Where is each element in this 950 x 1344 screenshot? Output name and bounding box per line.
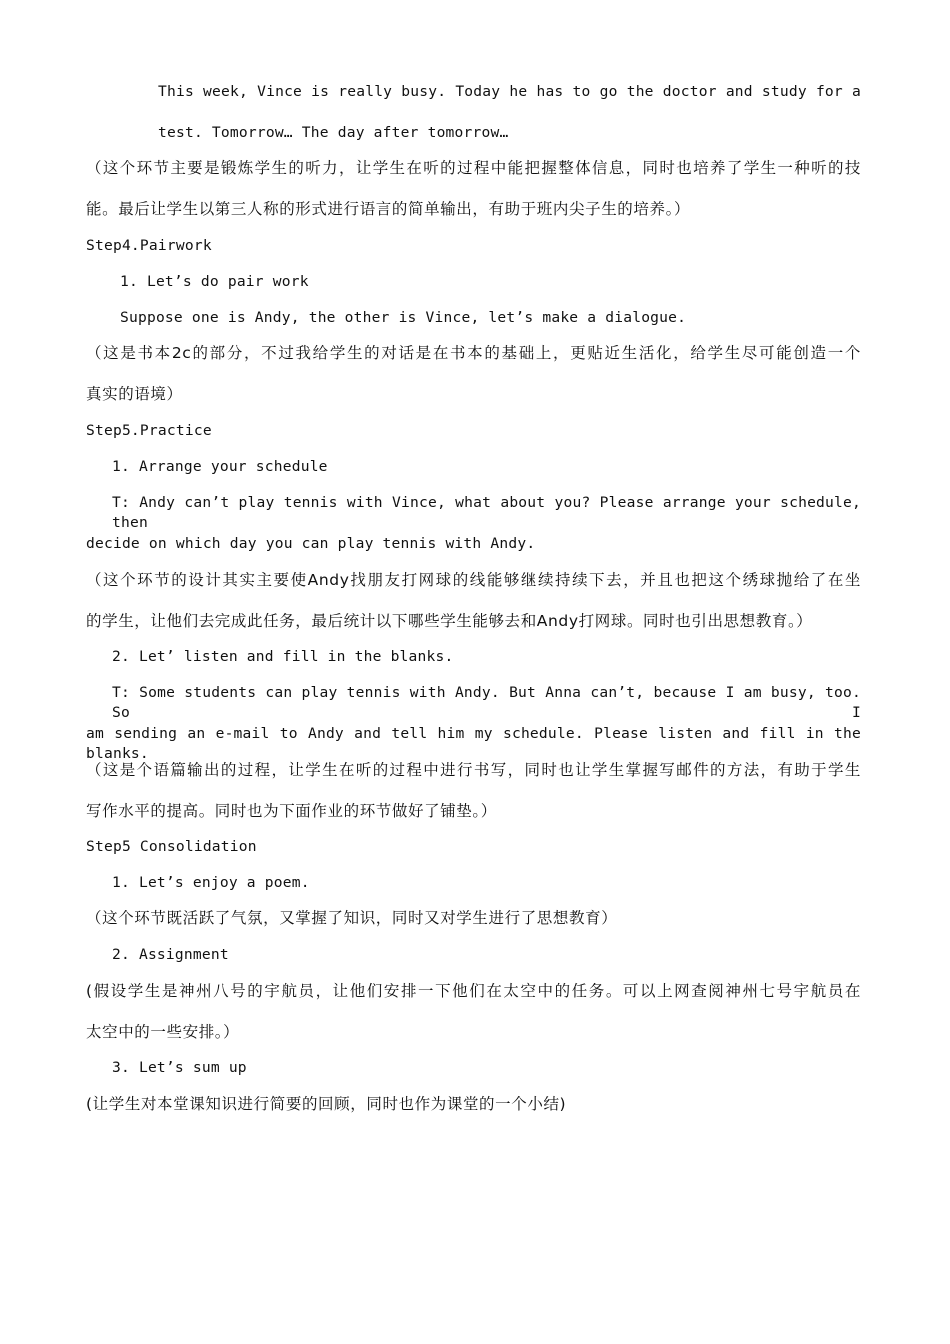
- list-item: 1. Arrange your schedule: [112, 458, 328, 475]
- text-line: T: Andy can’t play tennis with Vince, what about you? Please arrange your schedule, then: [112, 494, 861, 531]
- note-line: （这是个语篇输出的过程，让学生在听的过程中进行书写，同时也让学生掌握写邮件的方法，有助于学生: [86, 761, 861, 779]
- text-line: test. Tomorrow… The day after tomorrow…: [158, 124, 509, 141]
- note-line: （这个环节主要是锻炼学生的听力，让学生在听的过程中能把握整体信息，同时也培养了学生一种听的技: [86, 159, 861, 177]
- list-item: 3. Let’s sum up: [112, 1059, 247, 1076]
- note-line: （这个环节既活跃了气氛，又掌握了知识，同时又对学生进行了思想教育）: [86, 909, 618, 927]
- list-item: 1. Let’s enjoy a poem.: [112, 874, 310, 891]
- text-line: Suppose one is Andy, the other is Vince, let’s make a dialogue.: [120, 309, 687, 326]
- text-line: decide on which day you can play tennis with Andy.: [86, 535, 536, 552]
- list-item: 2. Assignment: [112, 946, 229, 963]
- note-line: （这是书本2c的部分，不过我给学生的对话是在书本的基础上，更贴近生活化，给学生尽可能创造一个: [86, 344, 861, 362]
- list-item: 1. Let’s do pair work: [120, 273, 309, 290]
- note-line: 太空中的一些安排。）: [86, 1023, 240, 1041]
- note-line: 写作水平的提高。同时也为下面作业的环节做好了铺垫。）: [86, 802, 497, 820]
- step-heading: Step5.Practice: [86, 422, 212, 439]
- note-line: 真实的语境）: [86, 385, 183, 403]
- step-heading: Step5 Consolidation: [86, 838, 257, 855]
- text-line: T: Some students can play tennis with Andy. But Anna can’t, because I am busy, too. So I: [112, 684, 861, 721]
- text-line: This week, Vince is really busy. Today he has to go the doctor and study for a: [158, 83, 861, 100]
- note-line: (假设学生是神州八号的宇航员，让他们安排一下他们在太空中的任务。可以上网查阅神州七号宇航员在: [86, 982, 861, 1000]
- note-line: （这个环节的设计其实主要使Andy找朋友打网球的线能够继续持续下去，并且也把这个绣球抛给了在坐: [86, 571, 861, 589]
- note-line: (让学生对本堂课知识进行简要的回顾，同时也作为课堂的一个小结): [86, 1095, 567, 1113]
- list-item: 2. Let’ listen and fill in the blanks.: [112, 648, 454, 665]
- note-line: 能。最后让学生以第三人称的形式进行语言的简单输出，有助于班内尖子生的培养。）: [86, 200, 691, 218]
- note-line: 的学生，让他们去完成此任务，最后统计以下哪些学生能够去和Andy打网球。同时也引出思想教育。）: [86, 612, 813, 630]
- text-line: am sending an e-mail to Andy and tell him my schedule. Please listen and fill in the blanks.: [86, 725, 861, 762]
- step-heading: Step4.Pairwork: [86, 237, 212, 254]
